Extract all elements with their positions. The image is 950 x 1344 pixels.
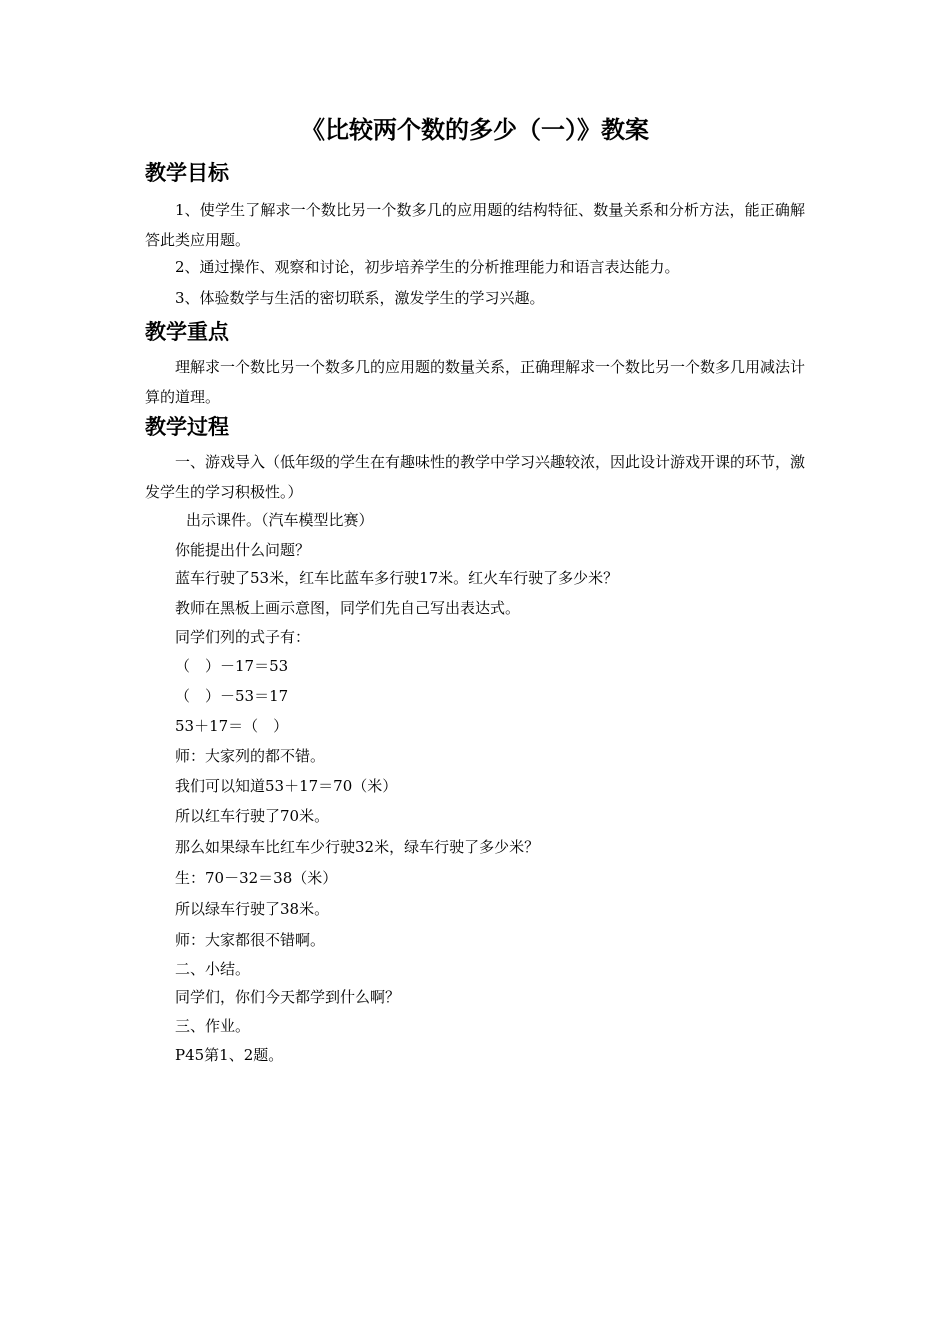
process-line: 那么如果绿车比红车少行驶32米，绿车行驶了多少米？ xyxy=(175,838,540,856)
keypoints-text: 理解求一个数比另一个数多几的应用题的数量关系，正确理解求一个数比另一个数多几用减法计算的道理。 xyxy=(145,358,806,406)
process-line: 我们可以知道53＋17＝70（米） xyxy=(175,777,398,795)
document-title: 《比较两个数的多少（一）》教案 xyxy=(301,115,649,144)
objective-item-3: 3、体验数学与生活的密切联系，激发学生的学习兴趣。 xyxy=(175,289,545,307)
subheading-homework: 三、作业。 xyxy=(175,1017,251,1035)
process-intro: 一、游戏导入（低年级的学生在有趣味性的教学中学习兴趣较浓，因此设计游戏开课的环节，激发学生的学习积极性。） xyxy=(145,453,806,501)
heading-process: 教学过程 xyxy=(145,414,229,439)
process-line: 师：大家列的都不错。 xyxy=(175,747,326,765)
process-line: 所以红车行驶了70米。 xyxy=(175,807,330,825)
equation-line: 53＋17＝（ ） xyxy=(175,717,289,735)
process-line: 同学们列的式子有： xyxy=(175,628,311,646)
process-line: 教师在黑板上画示意图，同学们先自己写出表达式。 xyxy=(175,599,521,617)
equation-line: （ ）－17＝53 xyxy=(175,657,289,675)
process-line: 同学们，你们今天都学到什么啊？ xyxy=(175,988,401,1006)
process-line: 出示课件。（汽车模型比赛） xyxy=(186,511,374,529)
process-line: 你能提出什么问题？ xyxy=(175,541,311,559)
process-line: 所以绿车行驶了38米。 xyxy=(175,900,330,918)
homework-text: P45第1、2题。 xyxy=(175,1046,284,1064)
objective-item-1: 1、使学生了解求一个数比另一个数多几的应用题的结构特征、数量关系和分析方法，能正确解答此类应用题。 xyxy=(145,201,805,249)
equation-line: （ ）－53＝17 xyxy=(175,687,289,705)
heading-objectives: 教学目标 xyxy=(145,160,229,185)
process-line: 师：大家都很不错啊。 xyxy=(175,931,326,949)
objective-item-2: 2、通过操作、观察和讨论，初步培养学生的分析推理能力和语言表达能力。 xyxy=(175,258,680,276)
heading-keypoints: 教学重点 xyxy=(145,319,229,344)
process-line: 生：70－32＝38（米） xyxy=(175,869,338,887)
process-line: 蓝车行驶了53米，红车比蓝车多行驶17米。红火车行驶了多少米？ xyxy=(175,569,619,587)
subheading-summary: 二、小结。 xyxy=(175,960,251,978)
